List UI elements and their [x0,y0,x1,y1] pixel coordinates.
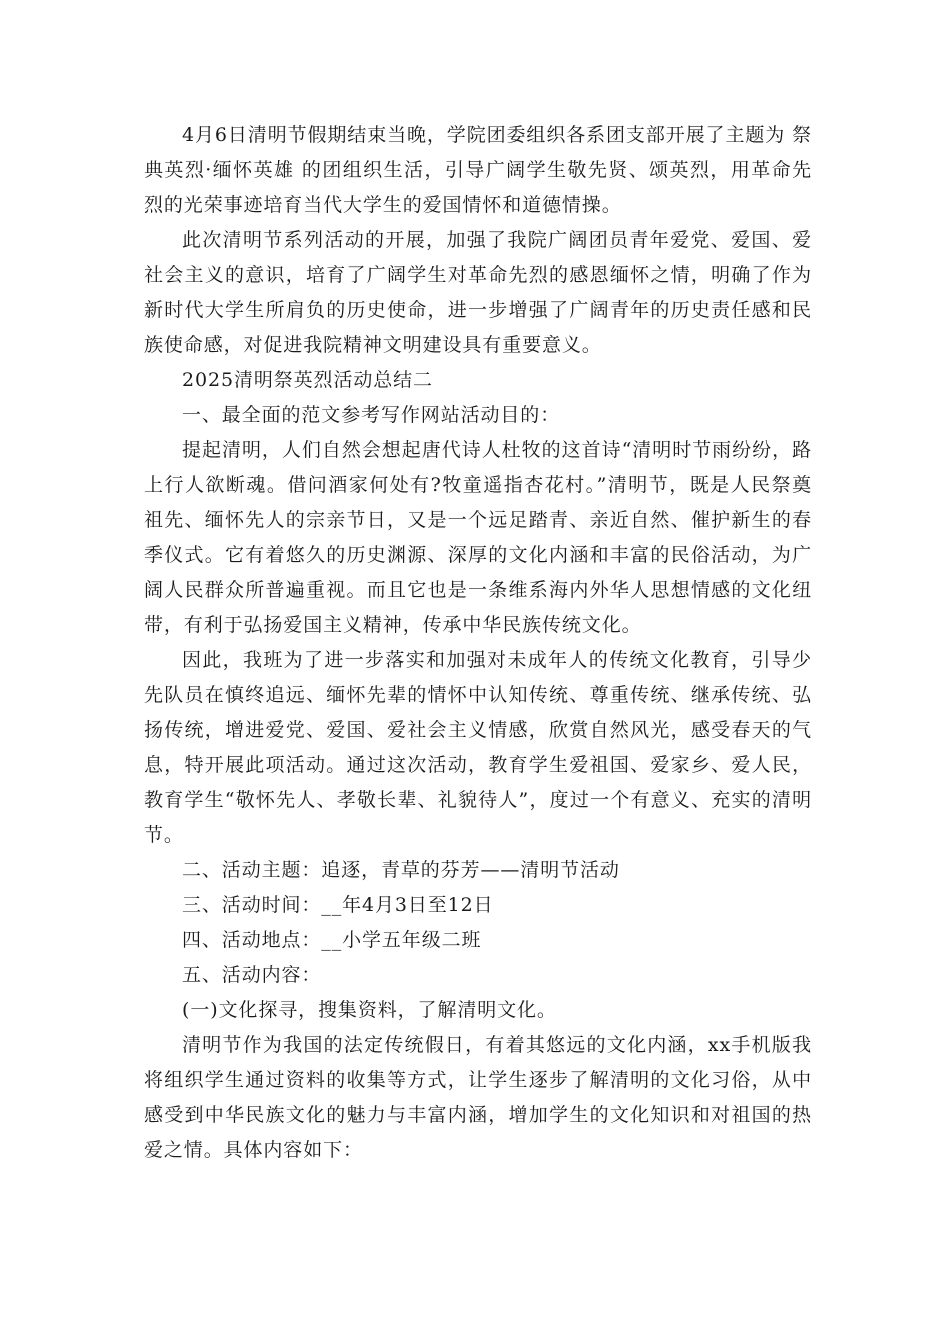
paragraph-event-summary: 4月6日清明节假期结束当晚，学院团委组织各系团支部开展了主题为 祭典英烈·缅怀英雄 的团组织生活，引导广阔学生敬先贤、颂英烈，用革命先烈的光荣事迹培育当代大学生的爱国情怀和道德情操。 [144,124,812,216]
heading-activity-theme: 二、活动主题：追逐，青草的芬芳——清明节活动 [182,859,620,881]
heading-activity-time: 三、活动时间：__年4月3日至12日 [182,894,494,916]
heading-activity-content: 五、活动内容： [182,964,322,986]
section-title: 2025清明祭英烈活动总结二 [182,369,433,391]
heading-activity-purpose: 一、最全面的范文参考写作网站活动目的： [182,404,561,426]
paragraph-qingming-intro: 提起清明，人们自然会想起唐代诗人杜牧的这首诗“清明时节雨纷纷，路上行人欲断魂。借问酒家何处有?牧童遥指杏花村。”清明节，既是人民祭奠祖先、缅怀先人的宗亲节日，又是一个远足踏青、亲近自然、催护新生的春季仪式。它有着悠久的历史渊源、深厚的文化内涵和丰富的民俗活动，为广阔人民群众所普遍重视。而且它也是一条维系海内外华人思想情感的文化纽带，有利于弘扬爱国主义精神，传承中华民族传统文化。 [144,439,812,636]
document-body [144,118,812,1168]
paragraph-class-activity: 因此，我班为了进一步落实和加强对未成年人的传统文化教育，引导少先队员在慎终追远、缅怀先辈的情怀中认知传统、尊重传统、继承传统、弘扬传统，增进爱党、爱国、爱社会主义情感，欣赏自然风光，感受春天的气息，特开展此项活动。通过这次活动，教育学生爱祖国、爱家乡、爱人民，教育学生“敬怀先人、孝敬长辈、礼貌待人”，度过一个有意义、充实的清明节。 [144,649,812,846]
paragraph-culture-details: 清明节作为我国的法定传统假日，有着其悠远的文化内涵，xx手机版我将组织学生通过资料的收集等方式，让学生逐步了解清明的文化习俗，从中感受到中华民族文化的魅力与丰富内涵，增加学生的文化知识和对祖国的热爱之情。具体内容如下： [144,1034,812,1161]
subheading-culture-exploration: (一)文化探寻，搜集资料，了解清明文化。 [182,999,557,1021]
paragraph-significance: 此次清明节系列活动的开展，加强了我院广阔团员青年爱党、爱国、爱社会主义的意识，培育了广阔学生对革命先烈的感恩缅怀之情，明确了作为新时代大学生所肩负的历史使命，进一步增强了广阔青年的历史责任感和民族使命感，对促进我院精神文明建设具有重要意义。 [144,229,812,356]
heading-activity-location: 四、活动地点：__小学五年级二班 [182,929,482,951]
